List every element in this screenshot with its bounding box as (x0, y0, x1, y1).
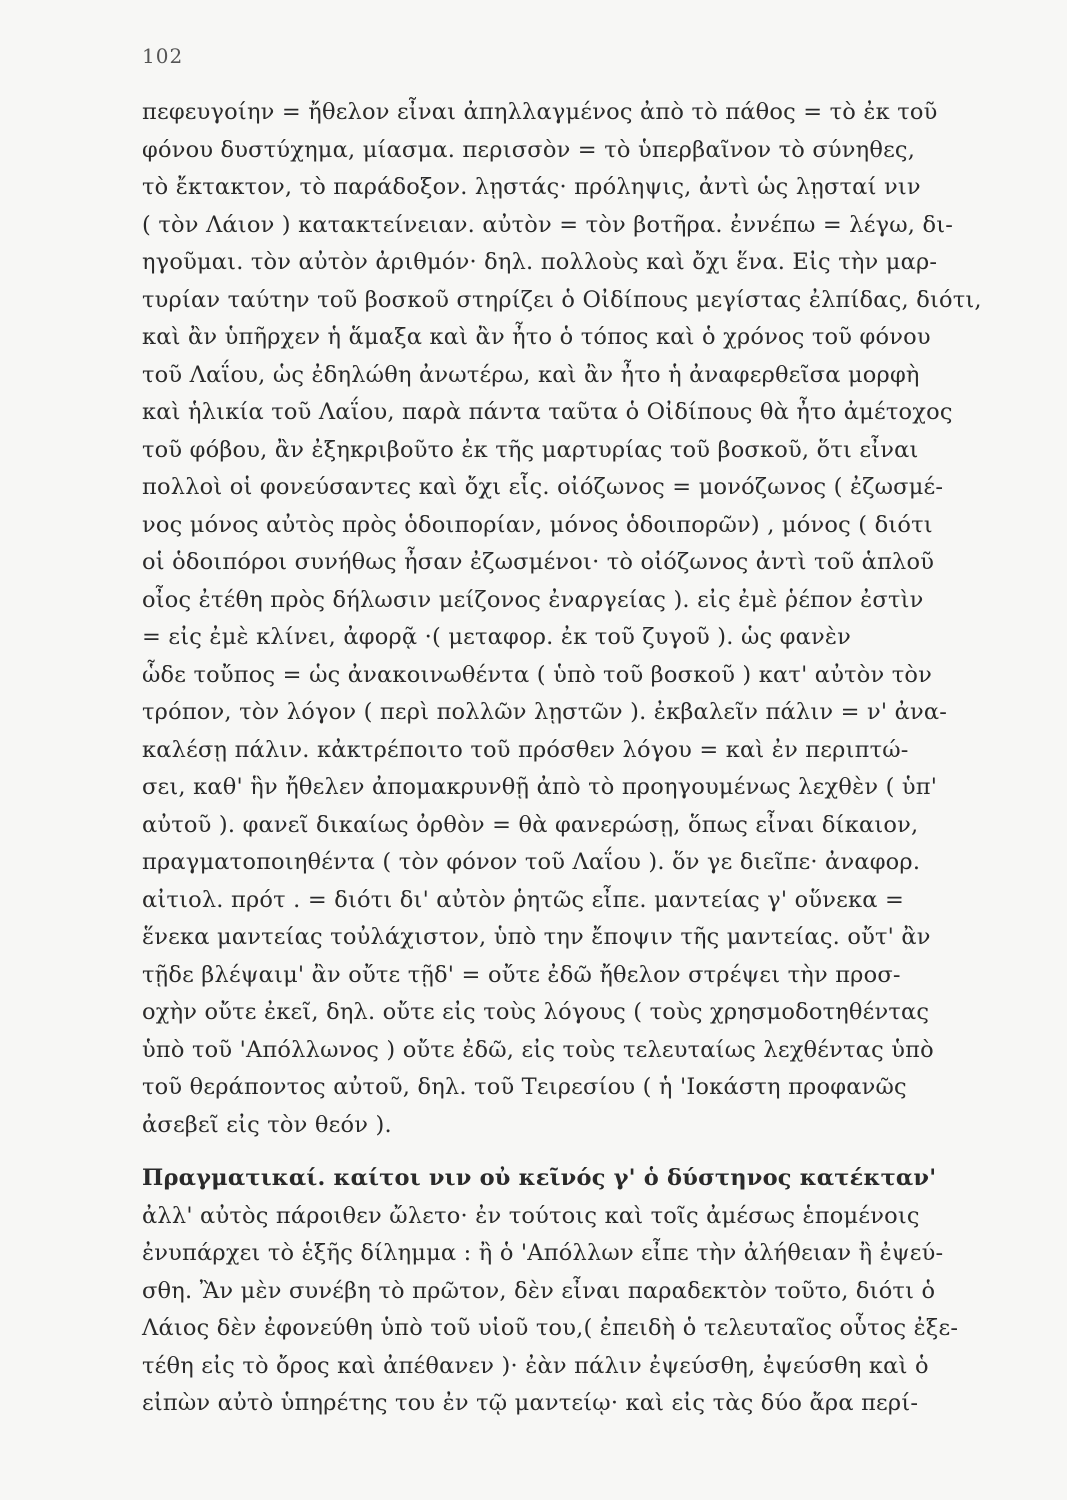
text-line: αἰτιολ. πρότ . = διότι δι' αὐτὸν ῥητῶς εἶπε. μαντείας γ' οὕνεκα = (142, 886, 905, 913)
text-line: τοῦ Λαΐου, ὡς ἐδηλώθη ἀνωτέρω, καὶ ἂν ἦτο ἡ ἀναφερθεῖσα μορφὴ (142, 361, 920, 388)
text-line: καὶ ἡλικία τοῦ Λαΐου, παρὰ πάντα ταῦτα ὁ Οἰδίπους θὰ ἦτο ἀμέτοχος (142, 399, 953, 425)
text-line: ὧδε τοὔπος = ὡς ἀνακοινωθέντα ( ὑπὸ τοῦ βοσκοῦ ) κατ' αὐτὸν τὸν (142, 661, 932, 688)
text-line: αὐτοῦ ). φανεῖ δικαίως ὀρθὸν = θὰ φανερώσῃ, ὅπως εἶναι δίκαιον, (142, 811, 919, 838)
commentary-section-1 (142, 94, 1064, 1144)
page-number: 102 (142, 44, 184, 68)
section-heading-line: Πραγματικαί. καίτοι νιν οὐ κεῖνός γ' ὁ δύστηνος κατέκταν' (142, 1165, 937, 1191)
text-line: τρόπον, τὸν λόγον ( περὶ πολλῶν λῃστῶν ). ἐκβαλεῖν πάλιν = ν' ἀνα- (142, 699, 948, 725)
text-line: οἱ ὁδοιπόροι συνήθως ἦσαν ἐζωσμένοι· τὸ οἰόζωνος ἀντὶ τοῦ ἁπλοῦ (142, 549, 935, 575)
text-line: σει, καθ' ἣν ἤθελεν ἀπομακρυνθῇ ἀπὸ τὸ προηγουμένως λεχθὲν ( ὑπ' (142, 774, 938, 800)
text-line: πεφευγοίην = ἤθελον εἶναι ἀπηλλαγμένος ἀπὸ τὸ πάθος = τὸ ἐκ τοῦ (142, 99, 938, 125)
text-line: ἐνυπάρχει τὸ ἑξῆς δίλημμα : ἢ ὁ 'Απόλλων εἶπε τὴν ἀλήθειαν ἢ ἐψεύ- (142, 1240, 944, 1266)
text-line: πολλοὶ οἱ φονεύσαντες καὶ ὄχι εἷς. οἰόζωνος = μονόζωνος ( ἐζωσμέ- (142, 474, 944, 500)
text-line: εἰπὼν αὐτὸ ὑπηρέτης του ἐν τῷ μαντείῳ· καὶ εἰς τὰς δύο ἄρα περί- (142, 1390, 919, 1416)
text-line: σθη. Ἂν μὲν συνέβη τὸ πρῶτον, δὲν εἶναι παραδεκτὸν τοῦτο, διότι ὁ (142, 1277, 936, 1304)
text-line: καλέσῃ πάλιν. κἀκτρέποιτο τοῦ πρόσθεν λόγου = καὶ ἐν περιπτώ- (142, 736, 909, 763)
text-line: τῇδε βλέψαιμ' ἂν οὔτε τῇδ' = οὔτε ἐδῶ ἤθελον στρέψει τὴν προσ- (142, 961, 901, 988)
text-line: ἀλλ' αὐτὸς πάροιθεν ὤλετο· ἐν τούτοις καὶ τοῖς ἀμέσως ἑπομένοις (142, 1202, 920, 1229)
text-line: τοῦ φόβου, ἂν ἐξηκριβοῦτο ἐκ τῆς μαρτυρίας τοῦ βοσκοῦ, ὅτι εἶναι (142, 436, 919, 463)
text-line: νος μόνος αὐτὸς πρὸς ὁδοιπορίαν, μόνος ὁδοιπορῶν) , μόνος ( διότι (142, 511, 933, 538)
text-line: τοῦ θεράποντος αὐτοῦ, δηλ. τοῦ Τειρεσίου ( ἡ 'Ιοκάστη προφανῶς (142, 1074, 907, 1100)
text-line: οἶος ἐτέθη πρὸς δήλωσιν μείζονος ἐναργείας ). εἰς ἐμὲ ῥέπον ἐστὶν (142, 586, 924, 613)
text-line: τυρίαν ταύτην τοῦ βοσκοῦ στηρίζει ὁ Οἰδίπους μεγίστας ἐλπίδας, διότι, (142, 286, 982, 313)
text-line: ὑπὸ τοῦ 'Απόλλωνος ) οὔτε ἐδῶ, εἰς τοὺς τελευταίως λεχθέντας ὑπὸ (142, 1036, 934, 1063)
text-line: ηγοῦμαι. τὸν αὐτὸν ἀριθμόν· δηλ. πολλοὺς καὶ ὄχι ἕνα. Εἰς τὴν μαρ- (142, 249, 938, 275)
text-line: τέθη εἰς τὸ ὄρος καὶ ἀπέθανεν )· ἐὰν πάλιν ἐψεύσθη, ἐψεύσθη καὶ ὁ (142, 1352, 929, 1379)
text-line: ( τὸν Λάιον ) κατακτείνειαν. αὐτὸν = τὸν βοτῆρα. ἐννέπω = λέγω, δι- (142, 211, 954, 238)
text-line: καὶ ἂν ὑπῆρχεν ἡ ἅμαξα καὶ ἂν ἦτο ὁ τόπος καὶ ὁ χρόνος τοῦ φόνου (142, 324, 931, 350)
text-line: οχὴν οὔτε ἐκεῖ, δηλ. οὔτε εἰς τοὺς λόγους ( τοὺς χρησμοδοτηθέντας (142, 999, 930, 1025)
text-line: φόνου δυστύχημα, μίασμα. περισσὸν = τὸ ὑπερβαῖνον τὸ σύνηθες, (142, 136, 916, 163)
text-line: ἕνεκα μαντείας τοὐλάχιστον, ὑπὸ την ἔποψιν τῆς μαντείας. οὔτ' ἂν (142, 924, 931, 950)
text-line: πραγματοποιηθέντα ( τὸν φόνον τοῦ Λαΐου ). ὅν γε διεῖπε· ἀναφορ. (142, 849, 921, 875)
text-line: τὸ ἔκτακτον, τὸ παράδοξον. λῃστάς· πρόληψις, ἀντὶ ὡς λῃσταί νιν (142, 174, 921, 200)
text-line: ἀσεβεῖ εἰς τὸν θεόν ). (142, 1111, 392, 1138)
text-line: = εἰς ἐμὲ κλίνει, ἀφορᾷ ·( μεταφορ. ἐκ τοῦ ζυγοῦ ). ὡς φανὲν (142, 624, 852, 650)
commentary-section-2 (142, 1160, 1064, 1423)
text-line: Λάιος δὲν ἐφονεύθη ὑπὸ τοῦ υἱοῦ του,( ἐπειδὴ ὁ τελευταῖος οὗτος ἐξε- (142, 1315, 959, 1341)
